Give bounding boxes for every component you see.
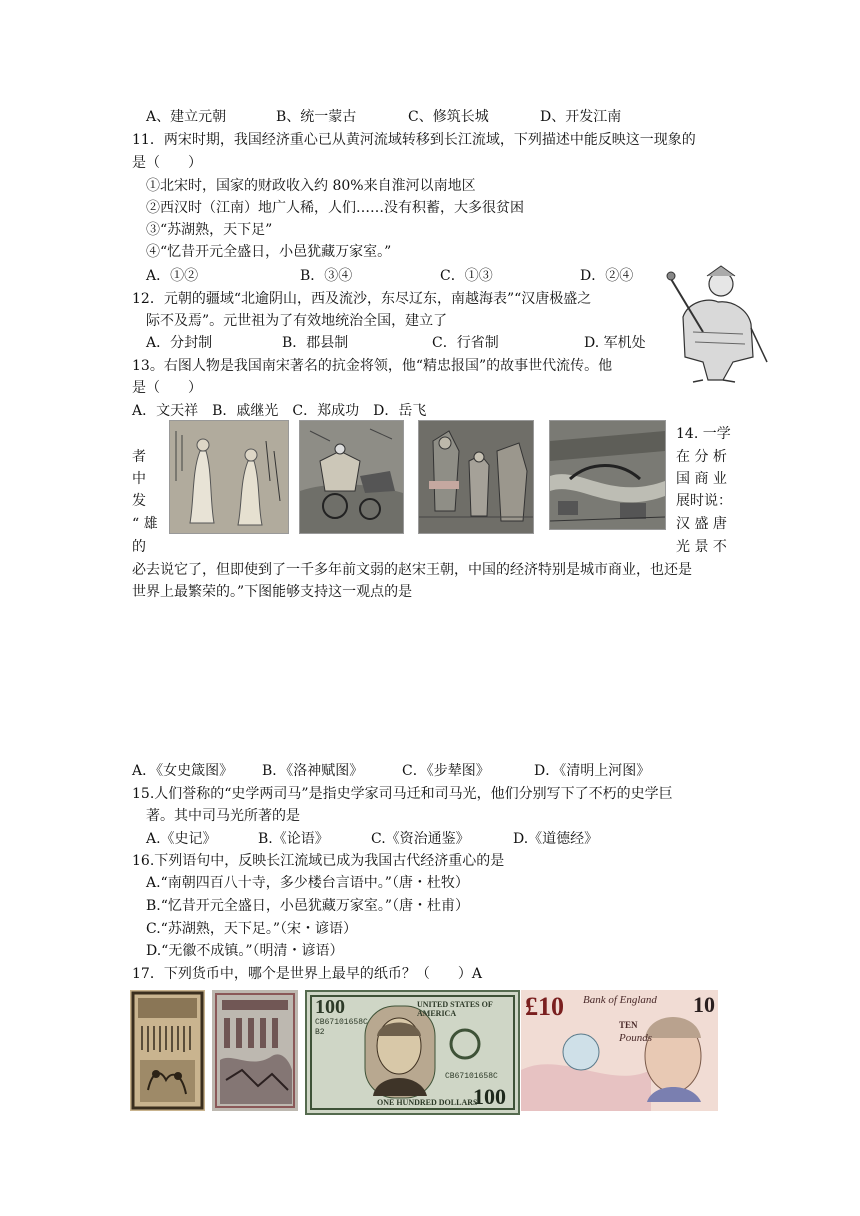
huizi-banknote-image	[212, 990, 298, 1111]
q14-right-text: 汉 盛 唐	[676, 516, 727, 532]
q17-stem: 17．下列货币中，哪个是世界上最早的纸币？（ ）A	[132, 966, 482, 982]
pound-note-denom: £10	[525, 992, 564, 1021]
q16-option-c: C.“苏湖熟，天下足。”（宋・谚语）	[146, 921, 357, 937]
q12-option-c: C．行省制	[432, 335, 499, 351]
q12-stem-cont: 际不及焉”。元世祖为了有效地统治全国，建立了	[146, 313, 448, 329]
q11-option-d: D．②④	[580, 268, 634, 284]
q16-option-b: B.“忆昔开元全盛日，小邑犹藏万家室。”（唐・杜甫）	[146, 898, 470, 914]
q13-options: A．文天祥 B．戚继光 C．郑成功 D．岳飞	[132, 403, 427, 419]
q15-option-d: D.《道德经》	[513, 831, 599, 847]
bill-100-corner-denom: 100	[315, 996, 345, 1018]
q12-option-b: B．郡县制	[282, 335, 349, 351]
q14-right-text: 14. 一学	[676, 426, 731, 442]
painting-nvshi-zhen-tu-image	[169, 420, 289, 534]
pound-note-bank: Bank of England	[583, 994, 657, 1006]
yue-fei-figure-image	[663, 262, 771, 384]
q10-option-d: D、开发江南	[540, 109, 622, 125]
q15-option-b: B.《论语》	[258, 831, 329, 847]
q11-option-c: C．①③	[440, 268, 493, 284]
pound-note-corner: 10	[693, 992, 715, 1017]
bill-100-caption: ONE HUNDRED DOLLARS	[377, 1098, 478, 1107]
q11-option-a: A．①②	[146, 268, 199, 284]
painting-bunian-tu-image	[418, 420, 534, 534]
pound-note-pounds: Pounds	[619, 1032, 652, 1044]
q12-stem: 12．元朝的疆域“北逾阴山，西及流沙，东尽辽东，南越海表”“汉唐极盛之	[132, 291, 592, 307]
bill-100-serial: CB67101658C	[315, 1018, 368, 1027]
q13-stem-cont: 是（ ）	[132, 380, 202, 396]
q14-left-char: 发	[132, 493, 146, 509]
bill-100-code: B2	[315, 1028, 325, 1037]
q16-stem: 16.下列语句中，反映长江流域已成为我国古代经济重心的是	[132, 853, 505, 869]
q14-stem-line: 世界上最繁荣的。”下图能够支持这一观点的是	[132, 584, 413, 600]
q15-stem-cont: 著。其中司马光所著的是	[146, 808, 300, 824]
q14-left-char: 者	[132, 449, 146, 465]
q11-item-3: ③“苏湖熟，天下足”	[146, 222, 273, 238]
bill-100-serial-right: CB67101658C	[445, 1072, 498, 1081]
q15-option-a: A.《史记》	[146, 831, 217, 847]
q14-right-text: 光 景 不	[676, 539, 727, 555]
q10-option-b: B、统一蒙古	[276, 109, 357, 125]
q15-stem: 15.人们誉称的“史学两司马”是指史学家司马迁和司马光，他们分别写下了不朽的史学巨	[132, 786, 673, 802]
q10-option-a: A、建立元朝	[146, 109, 227, 125]
uk-10-pound-note-image	[521, 990, 718, 1111]
q14-stem-line: 必去说它了，但即使到了一千多年前文弱的赵宋王朝，中国的经济特别是城市商业，也还是	[132, 562, 692, 578]
jiaozi-banknote-image	[130, 990, 205, 1111]
bill-100-banner: UNITED STATES OF AMERICA	[417, 1000, 493, 1018]
q14-option-d: D．《清明上河图》	[534, 763, 651, 779]
q11-stem-cont: 是（ ）	[132, 155, 202, 171]
q12-option-d: D. 军机处	[584, 335, 646, 351]
painting-qingming-shanghe-tu-image	[549, 420, 666, 530]
q11-stem: 11．两宋时期，我国经济重心已从黄河流域转移到长江流域，下列描述中能反映这一现象的	[132, 132, 696, 148]
q11-option-b: B．③④	[300, 268, 353, 284]
q14-option-a: A．《女史箴图》	[132, 763, 234, 779]
us-100-dollar-bill-image	[305, 990, 520, 1115]
q14-right-text: 展时说：	[676, 493, 732, 509]
q13-stem: 13。右图人物是我国南宋著名的抗金将领，他“精忠报国”的故事世代流传。他	[132, 358, 613, 374]
q14-option-c: C．《步辇图》	[402, 763, 490, 779]
q11-item-4: ④“忆昔开元全盛日，小邑犹藏万家室。”	[146, 244, 392, 260]
q14-left-char: 中	[132, 471, 146, 487]
pound-note-word: TEN	[619, 1020, 638, 1030]
q11-item-1: ①北宋时，国家的财政收入约 80%来自淮河以南地区	[146, 178, 476, 194]
q16-option-d: D.“无徽不成镇。”（明清・谚语）	[146, 943, 344, 959]
q12-option-a: A．分封制	[146, 335, 213, 351]
bill-100-right-denom: 100	[473, 1084, 506, 1109]
q14-right-text: 在 分 析	[676, 449, 727, 465]
q10-option-c: C、修筑长城	[408, 109, 489, 125]
q15-option-c: C.《资治通鉴》	[371, 831, 470, 847]
q11-item-2: ②西汉时（江南）地广人稀，人们……没有积蓄，大多很贫困	[146, 200, 524, 216]
q14-left-char: 的	[132, 539, 146, 555]
q14-left-char: “ 雄	[132, 516, 158, 532]
q14-option-b: B．《洛神赋图》	[262, 763, 364, 779]
q14-right-text: 国 商 业	[676, 471, 727, 487]
painting-luoshen-fu-tu-image	[299, 420, 404, 534]
q16-option-a: A.“南朝四百八十寺，多少楼台言语中。”（唐・杜牧）	[146, 875, 469, 891]
